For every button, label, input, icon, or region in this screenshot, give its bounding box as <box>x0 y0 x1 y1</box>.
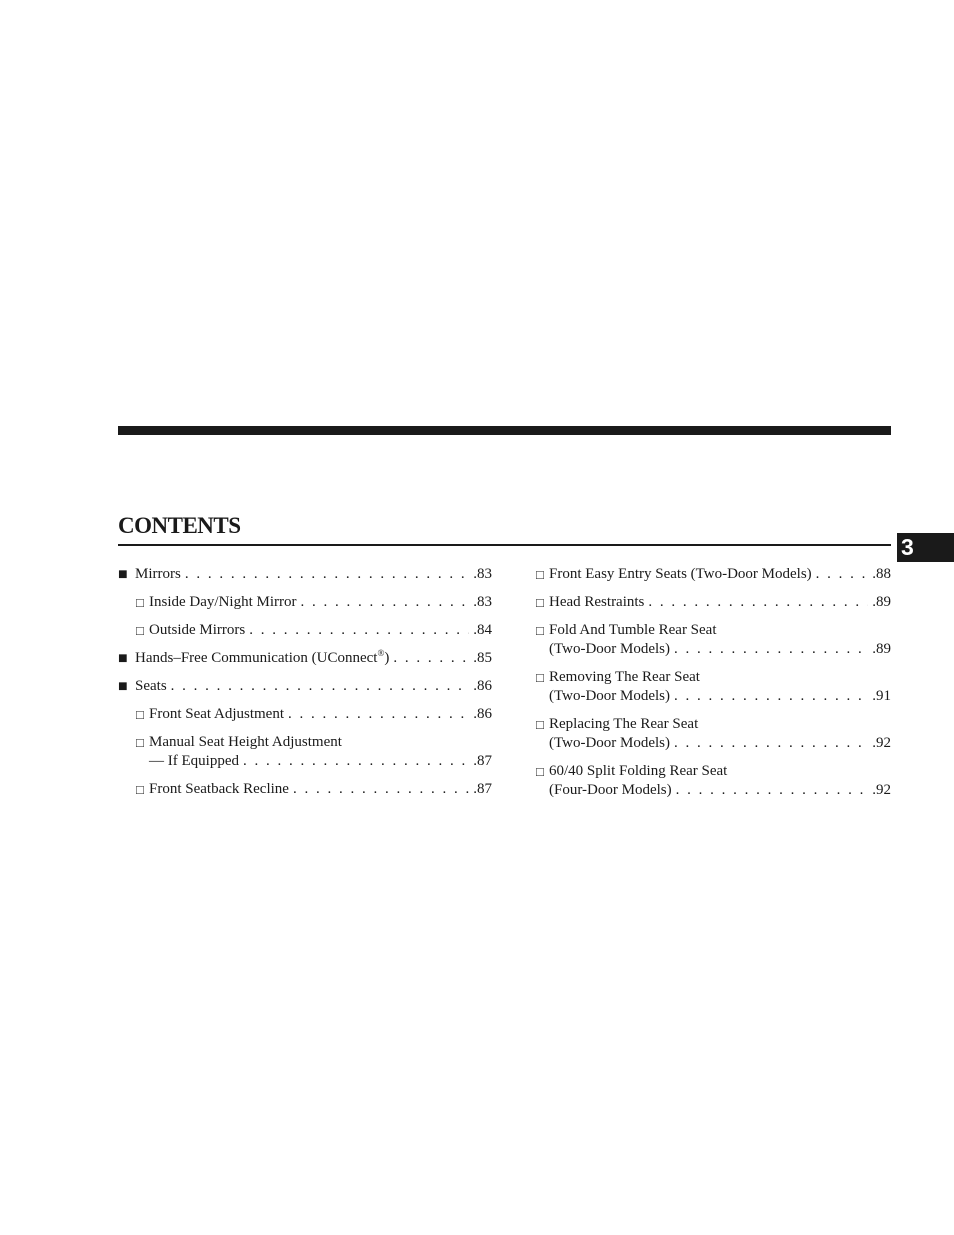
title-underline <box>118 544 891 546</box>
toc-page-number: .92 <box>872 735 891 751</box>
toc-entry-title: Inside Day/Night Mirror <box>149 594 297 610</box>
hollow-square-icon: □ <box>136 782 144 797</box>
dot-leader <box>674 734 868 753</box>
dot-leader <box>674 640 868 659</box>
filled-square-icon: ■ <box>118 678 128 695</box>
dot-leader <box>393 649 469 668</box>
toc-entry-title: Mirrors <box>135 566 181 582</box>
toc-entry-title: Head Restraints <box>549 594 645 610</box>
toc-entry-title: Seats <box>135 678 167 694</box>
toc-page-number: .87 <box>473 753 492 769</box>
hollow-square-icon: □ <box>136 623 144 638</box>
page-title: CONTENTS <box>118 513 241 538</box>
dot-leader <box>243 752 469 771</box>
filled-square-icon: ■ <box>118 566 128 583</box>
toc-entry-title-continued: (Two-Door Models) <box>549 688 671 704</box>
top-divider-bar <box>118 426 891 435</box>
toc-page-number: .86 <box>473 678 492 694</box>
toc-entry-title: Removing The Rear Seat <box>549 669 700 685</box>
toc-page-number: .87 <box>473 781 492 797</box>
hollow-square-icon: □ <box>536 567 544 582</box>
toc-left-column <box>118 565 492 808</box>
toc-entry-title: Front Seat Adjustment <box>149 706 284 722</box>
toc-entry-title: Fold And Tumble Rear Seat <box>549 622 717 638</box>
chapter-tab <box>897 533 954 562</box>
toc-right-column <box>536 565 891 809</box>
hollow-square-icon: □ <box>536 670 544 685</box>
toc-entry-title-continued: (Four-Door Models) <box>549 782 672 798</box>
toc-entry-outside-mirrors[interactable] <box>118 621 492 640</box>
toc-entry-title: Front Seatback Recline <box>149 781 289 797</box>
toc-entry-title: Manual Seat Height Adjustment <box>149 734 342 750</box>
toc-entry-title-continued: (Two-Door Models) <box>549 641 671 657</box>
toc-page-number: .91 <box>872 688 891 704</box>
toc-entry-fold-tumble[interactable] <box>536 621 891 659</box>
toc-entry-seats[interactable] <box>118 677 492 696</box>
hollow-square-icon: □ <box>136 707 144 722</box>
toc-entry-mirrors[interactable] <box>118 565 492 584</box>
dot-leader <box>300 593 469 612</box>
chapter-number: 3 <box>901 534 914 560</box>
hollow-square-icon: □ <box>536 623 544 638</box>
dot-leader <box>293 780 469 799</box>
toc-entry-title: Outside Mirrors <box>149 622 246 638</box>
dot-leader <box>288 705 469 724</box>
toc-entry-replacing-rear-seat[interactable] <box>536 715 891 753</box>
dot-leader <box>249 621 469 640</box>
dot-leader <box>674 687 868 706</box>
toc-page-number: .85 <box>473 650 492 666</box>
dot-leader <box>185 565 469 584</box>
dot-leader <box>816 565 869 584</box>
toc-page-number: .84 <box>473 622 492 638</box>
filled-square-icon: ■ <box>118 650 128 667</box>
hollow-square-icon: □ <box>536 764 544 779</box>
dot-leader <box>171 677 470 696</box>
toc-entry-removing-rear-seat[interactable] <box>536 668 891 706</box>
toc-entry-head-restraints[interactable] <box>536 593 891 612</box>
toc-entry-split-folding[interactable] <box>536 762 891 800</box>
toc-entry-title: Hands–Free Communication (UConnect®) <box>135 648 390 666</box>
toc-entry-title: Front Easy Entry Seats (Two-Door Models) <box>549 566 812 582</box>
toc-page-number: .88 <box>872 566 891 582</box>
toc-entry-title-continued: (Two-Door Models) <box>549 735 671 751</box>
toc-entry-front-easy-entry[interactable] <box>536 565 891 584</box>
hollow-square-icon: □ <box>536 717 544 732</box>
registered-mark: ® <box>377 648 385 658</box>
dot-leader <box>676 781 869 800</box>
dot-leader <box>648 593 868 612</box>
toc-page-number: .83 <box>473 594 492 610</box>
hollow-square-icon: □ <box>136 595 144 610</box>
toc-entry-hands-free[interactable] <box>118 649 492 668</box>
toc-entry-title: 60/40 Split Folding Rear Seat <box>549 763 728 779</box>
toc-page-number: .83 <box>473 566 492 582</box>
toc-entry-front-seatback-recline[interactable] <box>118 780 492 799</box>
toc-page-number: .86 <box>473 706 492 722</box>
hollow-square-icon: □ <box>136 735 144 750</box>
hollow-square-icon: □ <box>536 595 544 610</box>
toc-entry-manual-seat-height[interactable] <box>118 733 492 771</box>
toc-entry-front-seat-adjustment[interactable] <box>118 705 492 724</box>
toc-page-number: .89 <box>872 594 891 610</box>
toc-page-number: .92 <box>872 782 891 798</box>
toc-entry-title: Replacing The Rear Seat <box>549 716 699 732</box>
toc-page-number: .89 <box>872 641 891 657</box>
toc-entry-title-continued: — If Equipped <box>149 753 239 769</box>
toc-entry-inside-mirror[interactable] <box>118 593 492 612</box>
